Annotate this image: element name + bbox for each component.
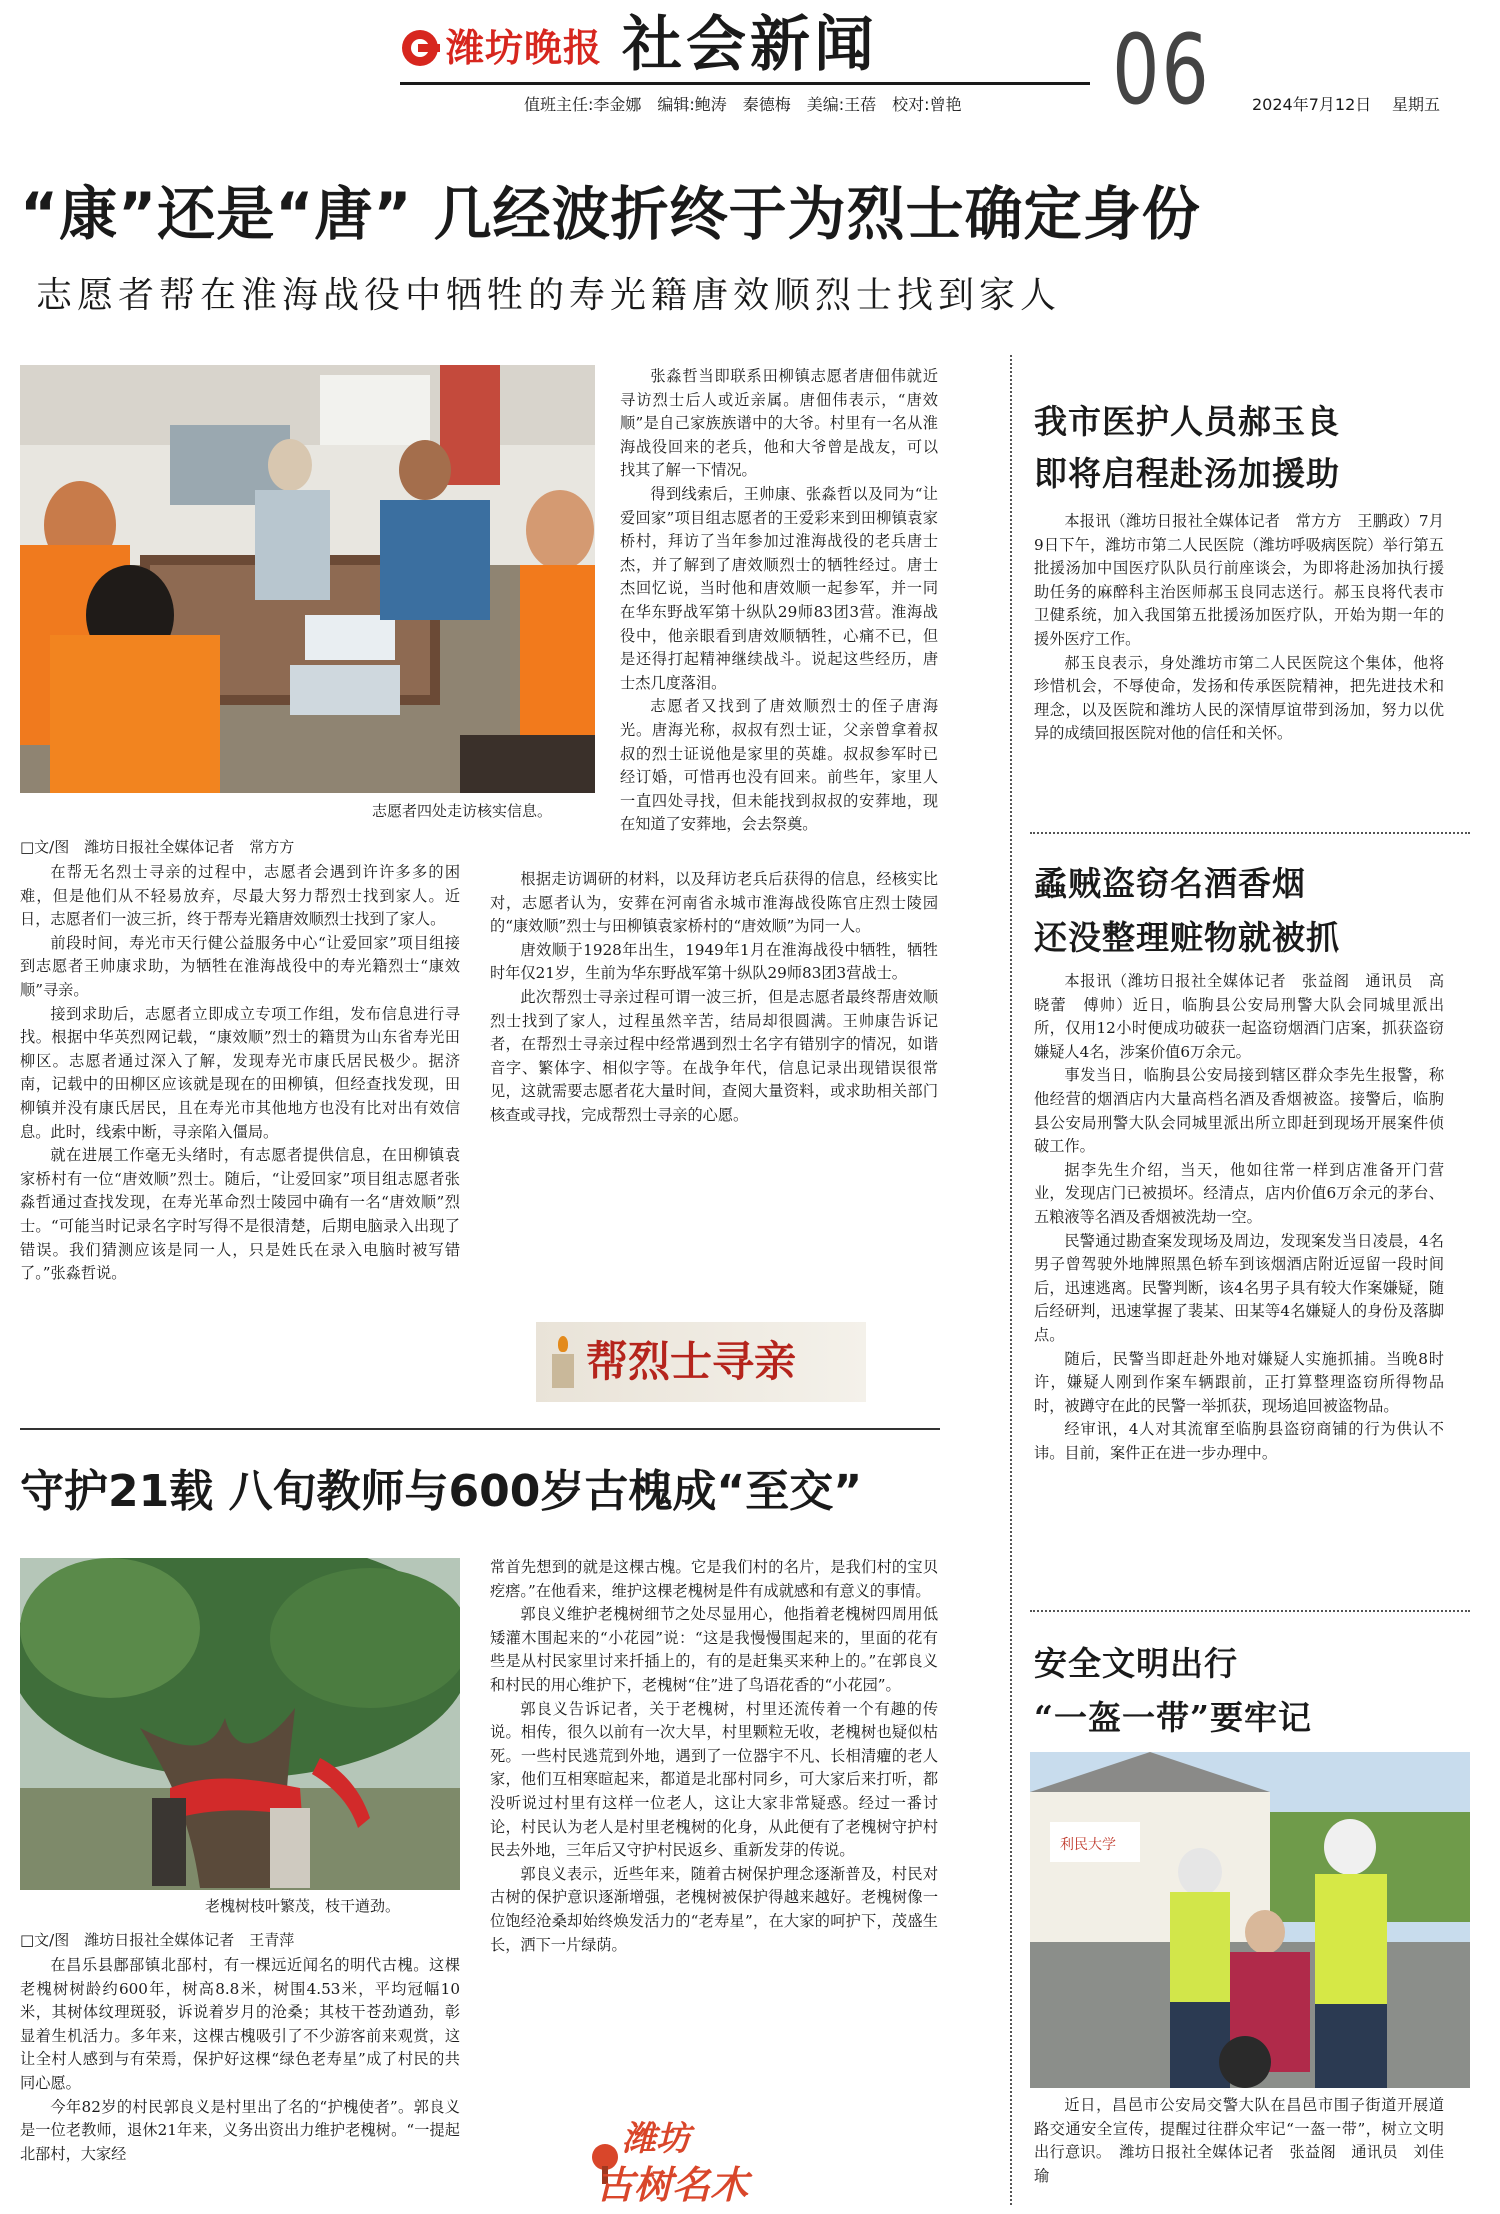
lead-headline: “康”还是“唐” 几经波折终于为烈士确定身份 — [20, 180, 1201, 248]
paper-logo-icon — [402, 30, 438, 66]
column-badge-trees — [582, 2118, 802, 2210]
side-separator-2 — [1030, 1610, 1470, 1612]
lead-column-1 — [20, 835, 460, 1415]
lead-c1-p2: 前段时间，寿光市天行健公益服务中心“让爱回家”项目组接到志愿者王帅康求助，为牺牲在淮海战役中的寿光籍烈士“康效顺”寻亲。 — [20, 933, 460, 999]
lead-column-2-upper — [620, 365, 938, 865]
section-title: 社会新闻 — [622, 10, 878, 80]
lead-c1-p3: 接到求助后，志愿者立即成立专项工作组，发布信息进行寻找。根据中华英烈网记载，“康效顺”烈士的籍贯为山东省寿光田柳区。志愿者通过深入了解，发现寿光市康氏居民极少。据济南，记载中的田柳区应该就是现在的田柳镇，但经查找发现，田柳镇并没有康氏居民，且在寿光市其他地方也没有比对出有效信息。此时，线索中断，寻亲陷入僵局。 — [20, 1004, 460, 1141]
story2-byline: □文/图 潍坊日报社全媒体记者 王青萍 — [20, 1931, 295, 1949]
side3-photo — [1030, 1752, 1470, 2088]
side2-p5: 随后，民警当即赶赴外地对嫌疑人实施抓捕。当晚8时许，嫌疑人刚到作案车辆跟前，正打算整理盗窃所得物品时，被蹲守在此的民警一举抓获，现场追回被盗物品。 — [1034, 1349, 1444, 1415]
side2-p4: 民警通过勘查案发现场及周边，发现案发当日凌晨，4名男子曾驾驶外地牌照黑色轿车到该烟酒店附近逗留一段时间后，迅速逃离。民警判断，该4名男子具有较大作案嫌疑，随后经研判，迅速掌握了裴某、田某等4名嫌疑人的身份及落脚点。 — [1034, 1231, 1444, 1344]
side1-p2: 郝玉良表示，身处潍坊市第二人民医院这个集体，他将珍惜机会，不辱使命，发扬和传承医院精神，把先进技术和理念，以及医院和潍坊人民的深情厚谊带到汤加，努力以优异的成绩回报医院对他的信任和关怀。 — [1034, 653, 1444, 743]
ancient-locust-tree-illustration — [20, 1558, 460, 1890]
side3-body — [1034, 2094, 1444, 2210]
issue-date: 2024年7月12日 — [1252, 95, 1372, 114]
badge-text-soldiers: 帮烈士寻亲 — [586, 1337, 797, 1386]
side1-headline-line2: 即将启程赴汤加援助 — [1034, 454, 1340, 493]
story2-column-2 — [490, 1556, 938, 2116]
side2-headline-line2: 还没整理赃物就被抓 — [1034, 918, 1340, 957]
masthead — [0, 0, 1500, 130]
lead-column-2-lower — [490, 868, 938, 1308]
lead-c2-p5: 唐效顺于1928年出生，1949年1月在淮海战役中牺牲，牺牲时年仅21岁，生前为华东野战军第十纵队29师83团3营战士。 — [490, 940, 938, 983]
side3-headline-line2: “一盔一带”要牢记 — [1034, 1698, 1312, 1737]
lead-c2-p4: 根据走访调研的材料，以及拜访老兵后获得的信息，经核实比对，志愿者认为，安葬在河南省永城市淮海战役陈官庄烈士陵园的“康效顺”烈士与田柳镇袁家桥村的“唐效顺”为同一人。 — [490, 870, 938, 936]
lead-photo — [20, 365, 595, 793]
side3-headline-line1: 安全文明出行 — [1034, 1644, 1238, 1683]
side-separator-1 — [1030, 832, 1470, 834]
lead-byline: □文/图 潍坊日报社全媒体记者 常方方 — [20, 838, 295, 856]
story2-c2-p4: 郭良义表示，近些年来，随着古树保护理念逐渐普及，村民对古树的保护意识逐渐增强，老槐树被保护得越来越好。老槐树像一位饱经沧桑却始终焕发活力的“老寿星”，在大家的呵护下，茂盛生长，洒下一片绿荫。 — [490, 1864, 938, 1954]
staff-line: 值班主任:李金娜 编辑:鲍涛 秦德梅 美编:王蓓 校对:曾艳 — [524, 95, 962, 114]
side2-p1: 本报讯（潍坊日报社全媒体记者 张益阁 通讯员 高晓蕾 傅帅）近日，临朐县公安局刑警大队会同城里派出所，仅用12小时便成功破获一起盗窃烟酒门店案，抓获盗窃嫌疑人4名，涉案价值6万余元。 — [1034, 972, 1444, 1061]
lead-c2-p3: 志愿者又找到了唐效顺烈士的侄子唐海光。唐海光称，叔叔有烈士证，父亲曾拿着叔叔的烈士证说他是家里的英雄。叔叔参军时已经订婚，可惜再也没有回来。前些年，家里人一直四处寻找，但未能找到叔叔的安葬地，现在知道了安葬地，会去祭奠。 — [620, 697, 938, 834]
story2-c2-p3: 郭良义告诉记者，关于老槐树，村里还流传着一个有趣的传说。相传，很久以前有一次大旱，村里颗粒无收，老槐树也疑似枯死。一些村民逃荒到外地，遇到了一位器宇不凡、长相清癯的老人家，他们互相寒暄起来，都道是北郚村同乡，可大家后来打听，都没听说过村里有这样一位老人，这让大家非常疑惑。经过一番讨论，村民认为老人是村里老槐树的化身，从此便有了老槐树守护村民去外地，三年后又守护村民返乡、重新发芽的传说。 — [490, 1699, 938, 1860]
lead-col2-flow — [620, 365, 938, 837]
paper-name: 潍坊晚报 — [446, 26, 603, 70]
lead-c2-p6: 此次帮烈士寻亲过程可谓一波三折，但是志愿者最终帮唐效顺烈士找到了家人，过程虽然辛苦，结局却很圆满。王帅康告诉记者，在帮烈士寻亲过程中经常遇到烈士名字有错别字的情况，如谐音字、繁体字、相似字等。在战争年代，信息记录出现错误很常见，这就需要志愿者花大量时间，查阅大量资料，或求助相关部门核查或寻找，完成帮烈士寻亲的心愿。 — [490, 987, 938, 1124]
traffic-police-illustration — [1030, 1752, 1470, 2088]
lead-subheadline: 志愿者帮在淮海战役中牺牲的寿光籍唐效顺烈士找到家人 — [36, 275, 1062, 316]
lead-c2-p1: 张淼哲当即联系田柳镇志愿者唐佃伟就近寻访烈士后人或近亲属。唐佃伟表示，“唐效顺”是自己家族族谱中的大爷。村里有一名从淮海战役回来的老兵，他和大爷曾是战友，可以找其了解一下情况。 — [620, 367, 938, 480]
story2-photo-caption: 老槐树枝叶繁茂，枝干遒劲。 — [205, 1897, 401, 1915]
side2-p2: 事发当日，临朐县公安局接到辖区群众李先生报警，称他经营的烟酒店内大量高档名酒及香烟被盗。接警后，临朐县公安局刑警大队会同城里派出所立即赶到现场开展案件侦破工作。 — [1034, 1066, 1444, 1156]
volunteers-visit-illustration — [20, 365, 595, 793]
candle-icon — [548, 1336, 578, 1388]
story2-c2-p2: 郭良义维护老槐树细节之处尽显用心，他指着老槐树四周用低矮灌木围起来的“小花园”说：“这是我慢慢围起来的，里面的花有些是从村民家里讨来扦插上的，有的是赶集买来种上的。”在郭良义和村民的用心维护下，老槐树“住”进了鸟语花香的“小花园”。 — [490, 1605, 938, 1694]
lead-c2-p2: 得到线索后，王帅康、张淼哲以及同为“让爱回家”项目组志愿者的王爱彩来到田柳镇袁家桥村，拜访了当年参加过淮海战役的老兵唐士杰，并了解到了唐效顺烈士的牺牲经过。唐士杰回忆说，当时他和唐效顺一起参军，并一同在华东野战军第十纵队29师83团3营。淮海战役中，他亲眼看到唐效顺牺牲，心痛不已，但是还得打起精神继续战斗。说起这些经历，唐士杰几度落泪。 — [620, 484, 938, 692]
side-divider-1 — [1010, 355, 1013, 2205]
lead-c1-p4: 就在进展工作毫无头绪时，有志愿者提供信息，在田柳镇袁家桥村有一位“唐效顺”烈士。随后，“让爱回家”项目组志愿者张淼哲通过查找发现，在寿光革命烈士陵园中确有一名“唐效顺”烈士。“可能当时记录名字时写得不是很清楚，后期电脑录入出现了错误。我们猜测应该是同一人，只是姓氏在录入电脑时被写错了。”张淼哲说。 — [20, 1146, 460, 1283]
side2-body — [1034, 970, 1444, 1580]
lead-bottom-rule — [20, 1428, 940, 1430]
side2-headline-line1: 蟊贼盗窃名酒香烟 — [1034, 864, 1306, 903]
story2-c1-p1: 在昌乐县鄌郚镇北郚村，有一棵远近闻名的明代古槐。这棵老槐树树龄约600年，树高8.8米，树围4.53米，平均冠幅10米，其树体纹理斑驳，诉说着岁月的沧桑；其枝干苍劲遒劲，彰显着生机活力。多年来，这棵古槐吸引了不少游客前来观赏，这让全村人感到与有荣焉，保护好这棵“绿色老寿星”成了村民的共同心愿。 — [20, 1956, 460, 2092]
side1-headline-line1: 我市医护人员郝玉良 — [1034, 402, 1340, 441]
column-badge-soldiers — [536, 1322, 866, 1402]
page-number: 06 — [1112, 14, 1211, 126]
lead-photo-caption: 志愿者四处走访核实信息。 — [372, 802, 553, 820]
lead-c1-p1: 在帮无名烈士寻亲的过程中，志愿者会遇到许许多多的困难，但是他们从不轻易放弃，尽最大努力帮烈士找到家人。近日，志愿者们一波三折，终于帮寿光籍唐效顺烈士找到了家人。 — [20, 863, 460, 929]
story2-c2-p1: 常首先想到的就是这棵古槐。它是我们村的名片，是我们村的宝贝疙瘩。”在他看来，维护这棵老槐树是件有成就感和有意义的事情。 — [490, 1558, 938, 1600]
side2-p6: 经审讯，4人对其流窜至临朐县盗窃商铺的行为供认不讳。目前，案件正在进一步办理中。 — [1034, 1420, 1444, 1462]
masthead-rule — [400, 82, 1090, 85]
issue-weekday: 星期五 — [1392, 95, 1441, 114]
side2-p3: 据李先生介绍，当天，他如往常一样到店准备开门营业，发现店门已被损坏。经清点，店内价值6万余元的茅台、五粮液等名酒及香烟被洗劫一空。 — [1034, 1160, 1444, 1226]
side1-body — [1034, 510, 1444, 810]
badge-text-weifang: 潍坊 — [622, 2119, 690, 2159]
photo-sign-text: 利民大学 — [1060, 1837, 1116, 1853]
story2-c1-p2: 今年82岁的村民郭良义是村里出了名的“护槐使者”。郭良义是一位老教师，退休21年来，义务出资出力维护老槐树。“一提起北郚村，大家经 — [20, 2097, 460, 2163]
side3-p1: 近日，昌邑市公安局交警大队在昌邑市围子街道开展道路交通安全宣传，提醒过往群众牢记“一盔一带”，树立文明出行意识。 潍坊日报社全媒体记者 张益阁 通讯员 刘佳瑜 — [1034, 2096, 1444, 2185]
story2-headline: 守护21载 八旬教师与600岁古槐成“至交” — [20, 1466, 863, 1517]
badge-text-ancient-trees: 古树名木 — [596, 2163, 749, 2207]
story2-column-1 — [20, 1928, 460, 2208]
side1-p1: 本报讯（潍坊日报社全媒体记者 常方方 王鹏政）7月9日下午，潍坊市第二人民医院（潍坊呼吸病医院）举行第五批援汤加中国医疗队队员行前座谈会，为即将赴汤加执行援助任务的麻醉科主治医师郝玉良同志送行。郝玉良将代表市卫健系统，加入我国第五批援汤加医疗队，开始为期一年的援外医疗工作。 — [1034, 512, 1444, 648]
story2-photo — [20, 1558, 460, 1890]
